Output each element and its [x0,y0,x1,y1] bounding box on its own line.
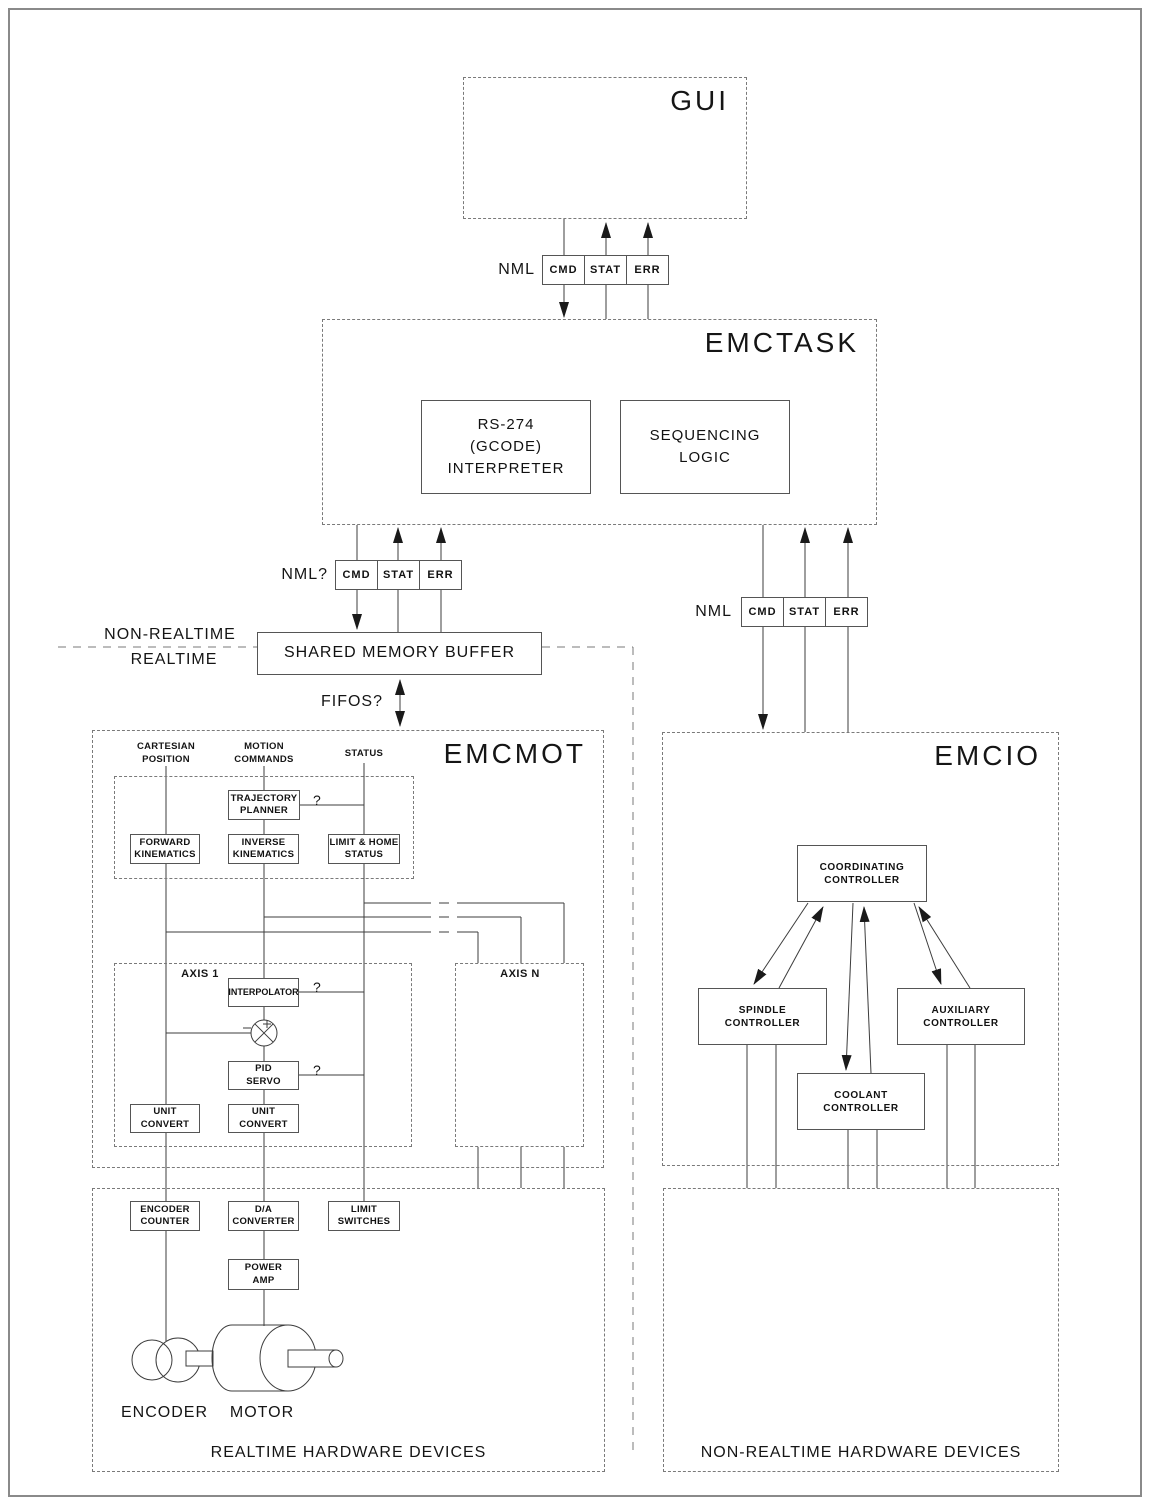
forward-line2: KINEMATICS [134,849,196,860]
unit-convert-line2: CONVERT [140,1118,190,1130]
emcmot-title: EMCMOT [443,738,586,769]
nml-io-cmd-cell: CMD [741,597,784,627]
forward-line1: FORWARD [139,836,191,848]
coolant-controller-box [797,1073,925,1130]
nml-task-err-cell: ERR [419,560,462,590]
limit-switches-line1: LIMIT [350,1203,378,1215]
da-converter-line1: D/A [254,1203,273,1215]
spindle-line1: SPINDLE [738,1004,787,1016]
motor-label: MOTOR [229,1404,295,1421]
fifos-label: FIFOS? [320,693,383,710]
nml-task-label: NML? [281,566,328,583]
emctask-title: EMCTASK [704,327,859,358]
unit-convert-output-box [228,1104,299,1133]
spindle-controller-box [698,988,827,1045]
nml-io-wires [763,525,848,732]
nml-task-channels [335,560,462,590]
interpolator-question-mark: ? [313,979,321,995]
motion-commands-column-label [224,741,304,767]
encoder-counter-line1: ENCODER [140,1203,190,1215]
trajectory-planner-box [228,790,300,820]
encoder-counter-box [130,1201,200,1231]
gui-module-box [463,77,747,219]
nml-task-stat-cell: STAT [377,560,420,590]
coordinating-controller-box [797,845,927,902]
gcode-interpreter-box [421,400,591,494]
nml-gui-stat-cell: STAT [584,255,627,285]
forward-kinematics-box [130,834,200,864]
nml-gui-channels [542,255,669,285]
emctask-module-box [322,319,877,525]
interpreter-line3: INTERPRETER [447,459,565,477]
realtime-side-label: REALTIME [130,651,218,668]
da-converter-line2: CONVERTER [232,1216,295,1227]
nml-io-stat-cell: STAT [783,597,826,627]
interpolator-box: INTERPOLATOR [228,978,299,1007]
sequencing-logic-box [620,400,790,494]
axis-1-label: AXIS 1 [181,968,219,980]
power-amp-box [228,1259,299,1290]
power-amp-line2: AMP [252,1274,275,1286]
inverse-line2: KINEMATICS [232,849,295,860]
nml-io-err-cell: ERR [825,597,868,627]
power-amp-line1: POWER [244,1262,283,1274]
non-realtime-hardware-caption: NON-REALTIME HARDWARE DEVICES [700,1444,1022,1461]
nml-io-label: NML [695,603,732,620]
limit-home-status-box [328,834,400,864]
pid-question-mark: ? [313,1062,321,1078]
limit-home-line1: LIMIT & HOME [329,836,399,848]
status-column-label: STATUS [344,748,384,759]
coordinating-line2: CONTROLLER [824,874,900,886]
unit-convert-line1: UNIT [153,1106,177,1118]
emcio-title: EMCIO [934,740,1041,771]
unit-convert-feedback-box [130,1104,200,1133]
trajectory-line2: PLANNER [239,805,289,816]
auxiliary-line2: CONTROLLER [923,1017,999,1029]
non-realtime-hardware-box [663,1188,1059,1472]
sequencing-line2: LOGIC [679,449,731,466]
inverse-kinematics-box [228,834,299,864]
axis-n-label: AXIS N [500,968,540,980]
cartesian-line2: POSITION [142,753,190,765]
auxiliary-line1: AUXILIARY [931,1004,991,1016]
shared-memory-buffer-box [257,632,542,675]
cartesian-position-column-label [126,741,206,767]
spindle-line2: CONTROLLER [724,1017,801,1029]
inverse-line1: INVERSE [241,836,286,848]
pid-servo-box [228,1061,299,1090]
interpreter-line2: (GCODE) [470,438,542,456]
coolant-line2: CONTROLLER [823,1102,899,1114]
nml-gui-cmd-cell: CMD [542,255,585,285]
interpreter-line1: RS-274 [477,416,535,434]
nml-gui-err-cell: ERR [626,255,669,285]
axis-n-box [455,963,584,1147]
pid-line2: SERVO [246,1075,281,1087]
nml-task-cmd-cell: CMD [335,560,378,590]
coordinating-line1: COORDINATING [819,861,905,873]
non-realtime-side-label: NON-REALTIME [104,626,236,643]
auxiliary-controller-box [897,988,1025,1045]
nml-io-channels [741,597,868,627]
coolant-line1: COOLANT [834,1089,888,1101]
gui-title: GUI [670,85,729,116]
encoder-counter-line2: COUNTER [140,1216,190,1227]
limit-switches-line2: SWITCHES [337,1216,391,1227]
motion-line2: COMMANDS [234,753,294,765]
realtime-hardware-caption: REALTIME HARDWARE DEVICES [210,1444,487,1461]
sequencing-line1: SEQUENCING [649,427,761,445]
limit-switches-box [328,1201,400,1231]
unit-convert-line2: CONVERT [239,1118,288,1130]
pid-line1: PID [255,1063,272,1075]
cartesian-line1: CARTESIAN [136,741,196,752]
motion-line1: MOTION [244,741,284,752]
da-converter-box [228,1201,299,1231]
nml-gui-label: NML [498,261,535,278]
trajectory-line1: TRAJECTORY [230,792,298,804]
trajectory-question-mark: ? [313,792,321,808]
shared-memory-buffer-label: SHARED MEMORY BUFFER [284,644,515,662]
encoder-label: ENCODER [121,1404,209,1421]
limit-home-line2: STATUS [344,849,384,860]
unit-convert-line1: UNIT [251,1106,276,1118]
